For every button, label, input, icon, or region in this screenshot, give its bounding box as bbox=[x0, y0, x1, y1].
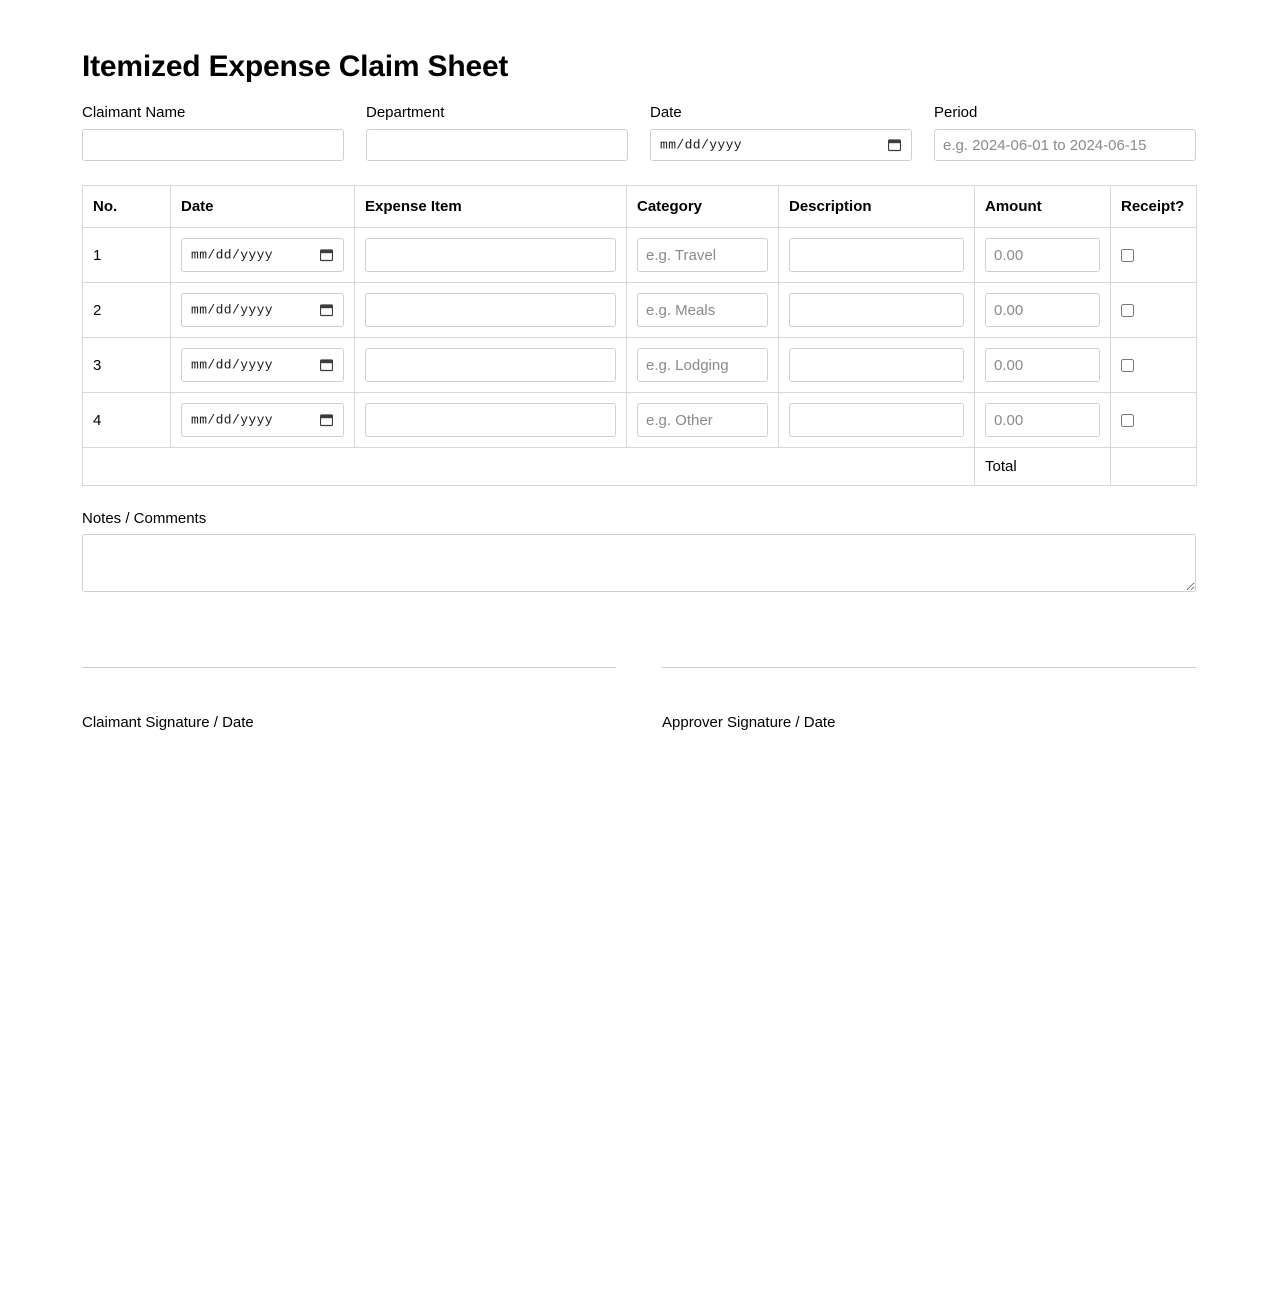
row-description-input[interactable] bbox=[789, 348, 964, 382]
field-date bbox=[650, 103, 912, 162]
row-date-cell bbox=[171, 338, 355, 393]
department-label: Department bbox=[366, 103, 445, 121]
calendar-icon[interactable] bbox=[320, 359, 333, 372]
header-fields-row bbox=[82, 103, 1196, 162]
department-input[interactable] bbox=[366, 129, 628, 161]
table-row bbox=[83, 393, 1197, 448]
signature-section bbox=[82, 667, 1196, 731]
date-input[interactable] bbox=[650, 129, 912, 161]
row-date-placeholder: mm/dd/yyyy bbox=[191, 412, 274, 428]
row-amount-input[interactable] bbox=[985, 293, 1100, 327]
row-item-input[interactable] bbox=[365, 293, 616, 327]
row-date-placeholder: mm/dd/yyyy bbox=[191, 247, 274, 263]
row-description-cell bbox=[779, 283, 975, 338]
row-amount-cell bbox=[975, 393, 1111, 448]
claimant-signature-caption: Claimant Signature / Date bbox=[82, 714, 254, 731]
row-date-placeholder: mm/dd/yyyy bbox=[191, 357, 274, 373]
row-date-input[interactable] bbox=[181, 348, 344, 382]
notes-textarea[interactable] bbox=[82, 534, 1196, 592]
calendar-icon[interactable] bbox=[888, 139, 901, 152]
total-spacer-cell bbox=[83, 448, 975, 486]
field-period bbox=[934, 103, 1196, 162]
row-item-input[interactable] bbox=[365, 348, 616, 382]
total-value bbox=[1111, 448, 1197, 486]
row-date-input[interactable] bbox=[181, 238, 344, 272]
field-claimant-name bbox=[82, 103, 344, 162]
column-header-receipt: Receipt? bbox=[1111, 186, 1197, 228]
row-date-input[interactable] bbox=[181, 403, 344, 437]
calendar-icon[interactable] bbox=[320, 414, 333, 427]
calendar-icon[interactable] bbox=[320, 304, 333, 317]
row-description-cell bbox=[779, 338, 975, 393]
row-date-cell bbox=[171, 228, 355, 283]
row-category-input[interactable] bbox=[637, 293, 768, 327]
row-item-cell bbox=[355, 228, 627, 283]
row-date-cell bbox=[171, 283, 355, 338]
row-amount-cell bbox=[975, 338, 1111, 393]
row-category-cell bbox=[627, 283, 779, 338]
period-input[interactable] bbox=[934, 129, 1196, 161]
row-date-input[interactable] bbox=[181, 293, 344, 327]
table-header-row bbox=[83, 186, 1197, 228]
row-category-input[interactable] bbox=[637, 403, 768, 437]
claimant-signature-line[interactable] bbox=[82, 667, 616, 668]
row-description-input[interactable] bbox=[789, 293, 964, 327]
expense-table bbox=[82, 185, 1197, 486]
row-number: 4 bbox=[83, 393, 171, 448]
row-category-input[interactable] bbox=[637, 348, 768, 382]
claimant-name-input[interactable] bbox=[82, 129, 344, 161]
row-item-cell bbox=[355, 283, 627, 338]
notes-label: Notes / Comments bbox=[82, 510, 207, 527]
table-row bbox=[83, 338, 1197, 393]
row-amount-input[interactable] bbox=[985, 238, 1100, 272]
row-item-input[interactable] bbox=[365, 238, 616, 272]
row-receipt-checkbox[interactable] bbox=[1121, 304, 1134, 317]
row-category-input[interactable] bbox=[637, 238, 768, 272]
row-receipt-cell bbox=[1111, 228, 1197, 283]
claimant-signature-block bbox=[82, 667, 616, 731]
column-header-no: No. bbox=[83, 186, 171, 228]
notes-section bbox=[82, 510, 1196, 592]
row-category-cell bbox=[627, 338, 779, 393]
column-header-amount: Amount bbox=[975, 186, 1111, 228]
field-department bbox=[366, 103, 628, 162]
period-label: Period bbox=[934, 103, 978, 121]
column-header-item: Expense Item bbox=[355, 186, 627, 228]
date-label: Date bbox=[650, 103, 682, 121]
row-category-cell bbox=[627, 228, 779, 283]
approver-signature-caption: Approver Signature / Date bbox=[662, 714, 836, 731]
column-header-category: Category bbox=[627, 186, 779, 228]
row-receipt-checkbox[interactable] bbox=[1121, 249, 1134, 262]
row-receipt-cell bbox=[1111, 283, 1197, 338]
row-description-cell bbox=[779, 393, 975, 448]
row-date-placeholder: mm/dd/yyyy bbox=[191, 302, 274, 318]
table-row bbox=[83, 228, 1197, 283]
table-total-row bbox=[83, 448, 1197, 486]
column-header-description: Description bbox=[779, 186, 975, 228]
table-row bbox=[83, 283, 1197, 338]
row-receipt-checkbox[interactable] bbox=[1121, 359, 1134, 372]
page-title: Itemized Expense Claim Sheet bbox=[82, 50, 509, 83]
row-item-input[interactable] bbox=[365, 403, 616, 437]
row-number: 1 bbox=[83, 228, 171, 283]
row-category-cell bbox=[627, 393, 779, 448]
row-date-cell bbox=[171, 393, 355, 448]
row-number: 3 bbox=[83, 338, 171, 393]
total-label: Total bbox=[975, 448, 1111, 486]
row-item-cell bbox=[355, 338, 627, 393]
calendar-icon[interactable] bbox=[320, 249, 333, 262]
row-receipt-checkbox[interactable] bbox=[1121, 414, 1134, 427]
claimant-name-label: Claimant Name bbox=[82, 103, 186, 121]
row-amount-cell bbox=[975, 283, 1111, 338]
row-receipt-cell bbox=[1111, 338, 1197, 393]
row-amount-input[interactable] bbox=[985, 403, 1100, 437]
date-input-placeholder: mm/dd/yyyy bbox=[660, 137, 743, 153]
row-number: 2 bbox=[83, 283, 171, 338]
row-description-input[interactable] bbox=[789, 403, 964, 437]
row-receipt-cell bbox=[1111, 393, 1197, 448]
row-amount-cell bbox=[975, 228, 1111, 283]
approver-signature-line[interactable] bbox=[662, 667, 1196, 668]
row-item-cell bbox=[355, 393, 627, 448]
column-header-date: Date bbox=[171, 186, 355, 228]
row-description-cell bbox=[779, 228, 975, 283]
row-amount-input[interactable] bbox=[985, 348, 1100, 382]
row-description-input[interactable] bbox=[789, 238, 964, 272]
approver-signature-block bbox=[662, 667, 1196, 731]
